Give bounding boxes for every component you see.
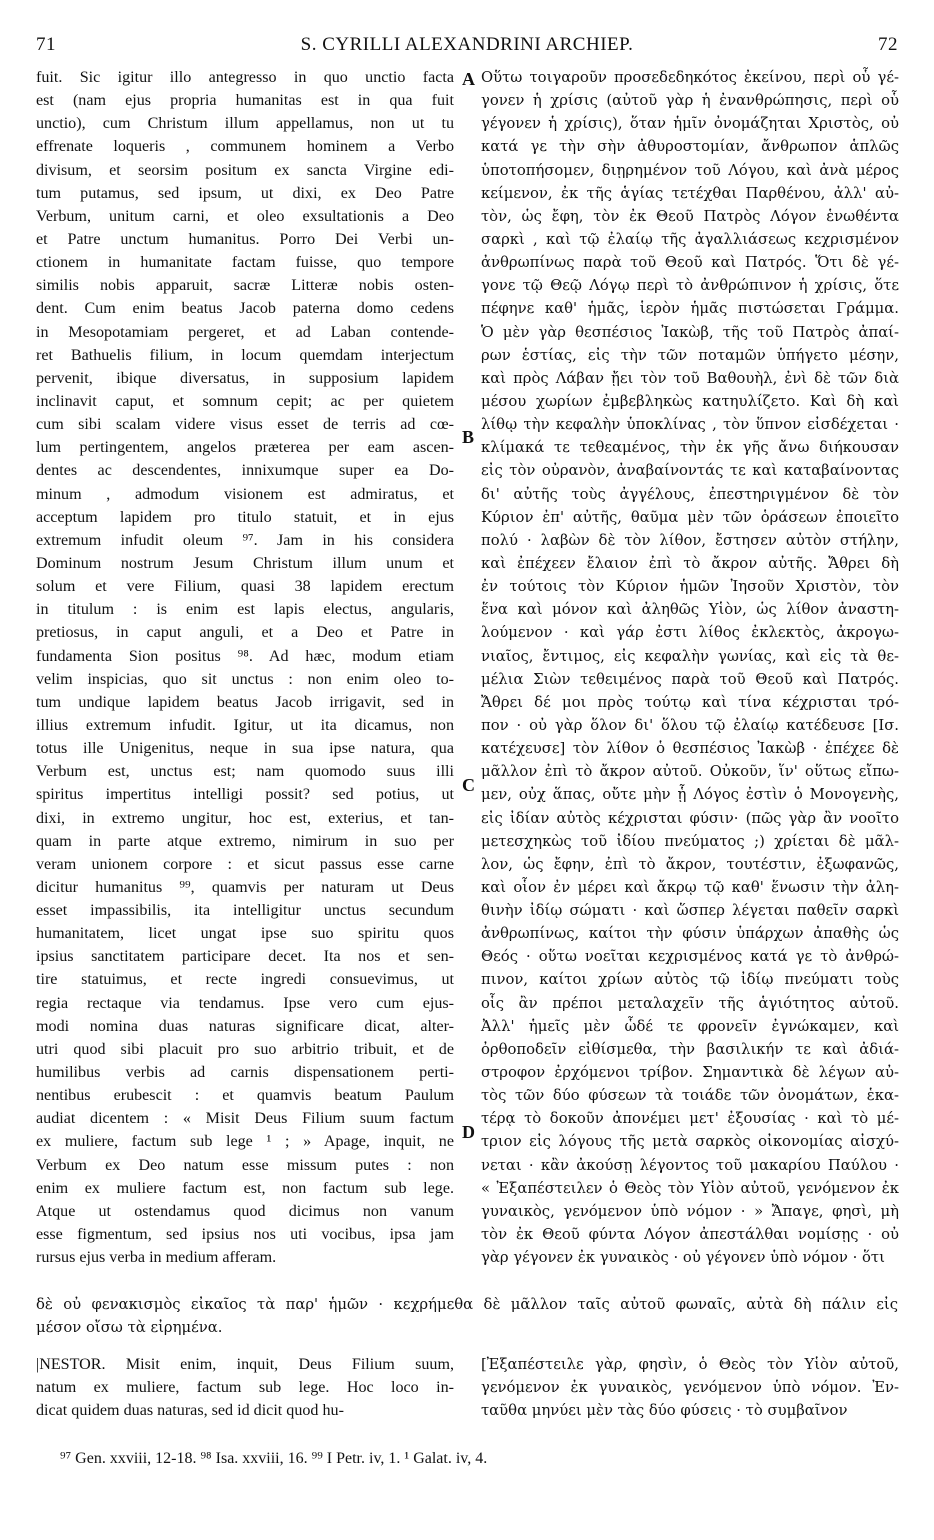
text-line: tire statuimus, et recte ingredi consuevimus, ut — [36, 971, 454, 989]
text-line: illius extremum infudit. Igitur, ut ita dicamus, non — [36, 716, 454, 734]
text-line: σαρκὶ , καὶ τῷ ἐλαίῳ τῆς ἀγαλλιάσεως κεχρισμένον — [481, 230, 899, 248]
margin-marker-c: C — [462, 775, 475, 795]
text-line: μέσου χωρίων ἐμβεβληκὼς κατηυλίζετο. Καὶ δὴ καὶ — [481, 392, 899, 410]
text-line: ὀρθοποδεῖν εἰθίσμεθα, τὴν βασιλικήν τε καὶ ἀδιά- — [481, 1040, 899, 1058]
page-number-right: 72 — [878, 34, 898, 55]
greek-tail-paragraph — [481, 1353, 899, 1422]
text-line: quam in parte atque extremo, nimirum in suo per — [36, 832, 454, 850]
page-number-left: 71 — [36, 34, 56, 55]
spanning-line: δὲ οὐ φενακισμὸς εἰκαῖος τὰ παρ' ἡμῶν · κεχρήμεθα δὲ μᾶλλον ταῖς αὐτοῦ φωναῖς, αὐτὰ δὴ πάλιν εἰς — [36, 1296, 898, 1313]
text-line: minum , admodum visionem est admiratus, et — [36, 485, 454, 503]
text-line: καὶ οἷον ἐν μέρει καὶ ἄκρῳ τῷ καθ' ἕνωσιν τὴν ἀλη- — [481, 878, 899, 896]
text-line: fundamenta Sion positus ⁹⁸. Ad hæc, modum etiam — [36, 647, 454, 665]
text-line: ret Bathuelis filium, in locum quemdam interjectum — [36, 346, 454, 364]
margin-marker-d: D — [462, 1122, 475, 1142]
text-line: γυναικὸς, γενόμενον ὑπὸ νόμον · » Ἄπαγε, φησὶ, μὴ — [481, 1202, 899, 1220]
text-line: modi nomina duas naturas significare dicat, alter- — [36, 1017, 454, 1035]
text-line: κατά γε τὴν σὴν ἀθυροστομίαν, ἄνθρωπον ἁπλῶς — [481, 138, 899, 156]
text-line: veram unionem corpore : et sicut passus esse carne — [36, 855, 454, 873]
text-line: πέφηνε καθ' ἡμᾶς, ἱερὸν ἡμᾶς πιστώσεται Γράμμα. — [481, 300, 899, 318]
text-line: audiat dicentem : « Misit Deus Filium suum factum — [36, 1110, 454, 1128]
text-line: γέγονεν ἡ χρίσις), ὅταν ἡμῖν ὀνομάζηται Χριστὸς, οὐ — [481, 115, 899, 133]
text-line: dixi, in extremo ungitur, hoc est, exterius, et tan- — [36, 809, 454, 827]
text-line: dent. Cum enim beatus Jacob paterna domo cedens — [36, 300, 454, 318]
text-line: pervenit, ibique diversatus, in supposium lapidem — [36, 369, 454, 387]
text-line: inclinavit caput, et somnum cepit; ac per quietem — [36, 392, 454, 410]
text-line: divisum, et seorsim positum ex sancta Virgine edi- — [36, 161, 454, 179]
text-line: Ὁ μὲν γὰρ θεσπέσιος Ἰακὼβ, τῆς τοῦ Πατρὸς ἀπαί- — [481, 323, 899, 341]
text-line: πον · οὐ γὰρ ὅλον δι' ὅλου τῷ ἐλαίῳ κατέδευσε [Ισ. — [481, 716, 899, 734]
text-line: νιαῖος, ἔντιμος, εἰς κεφαλὴν γωνίας, καὶ εἰς τὰ θε- — [481, 647, 899, 665]
text-line: ὑποτοπήσομεν, διῃρημένον τοῦ Λόγου, καὶ ἀνὰ μέρος — [481, 161, 899, 179]
running-title: S. CYRILLI ALEXANDRINI ARCHIEP. — [300, 34, 634, 55]
text-line: enim ex muliere factum est, non factum sub lege. — [36, 1179, 454, 1197]
text-line: γονεν ἡ χρίσις (αὐτοῦ γὰρ ἡ ἐνανθρώπησις, περὶ οὗ — [481, 92, 899, 110]
text-line: ipsius sanctitatem participare decet. Ita nos et sen- — [36, 948, 454, 966]
text-line: Οὕτω τοιγαροῦν προσεδεδηκότος ἐκείνου, περὶ οὗ γέ- — [481, 69, 899, 86]
text-line: πολύ · λαβὼν δὲ τὸν λίθον, ἔστησεν αὐτὸν στήλην, — [481, 531, 899, 549]
text-line: humilibus verbis ad carnis dispensationem perti- — [36, 1064, 454, 1082]
text-line: « Ἐξαπέστειλεν ὁ Θεὸς τὸν Υἱὸν αὐτοῦ, γενόμενον ἐκ — [481, 1179, 899, 1197]
text-line: κλίμακά τε τεθεαμένος, τὴν ἐκ γῆς ἄνω διήκουσαν — [481, 439, 899, 457]
text-line: τέρᾳ τὸ δοκοῦν ἀπονέμει μετ' ἐξουσίας · καὶ τὸ μέ- — [481, 1110, 899, 1128]
text-line: in titulum : is enim est lapis electus, angularis, — [36, 601, 454, 619]
text-line: μέλια Σιὼν τεθειμένος παρὰ τοῦ Θεοῦ καὶ Πατρός. — [481, 670, 899, 688]
text-line: |NESTOR. Misit enim, inquit, Deus Filium suum, — [36, 1356, 454, 1373]
text-line: totus ille Unigenitus, neque in sua ipse natura, qua — [36, 740, 454, 758]
text-line: ἕνα καὶ μόνον καὶ ἀληθῶς Υἱὸν, ὡς λίθον ἀναστη- — [481, 601, 899, 619]
text-line: tum undique lapidem beatus Jacob irrigavit, sed in — [36, 693, 454, 711]
text-line: utri quod sibi placuit pro suo arbitrio tribuit, et de — [36, 1040, 454, 1058]
text-line: rursus ejus verba in medium afferam. — [36, 1249, 277, 1267]
text-line: dicat quidem duas naturas, sed id dicit quod hu- — [36, 1402, 344, 1420]
nestor-paragraph — [36, 1353, 454, 1422]
text-line: esset impassibilis, ita intelligitur unctus secundum — [36, 902, 454, 920]
text-line: τριον εἰς λόγους τῆς μετὰ σαρκὸς οἰκονομίας αἰσχύ- — [481, 1133, 899, 1151]
text-line: similis nobis apparuit, sacræ Litteræ nobis osten- — [36, 277, 454, 295]
latin-column — [36, 66, 454, 1269]
text-line: lum pertingentem, angelos præterea per eam ascen- — [36, 439, 454, 457]
spanning-line-end: μέσον οἴσω τὰ εἰρημένα. — [36, 1319, 223, 1336]
text-line: effrenate loqueris , communem hominem a Verbo — [36, 138, 454, 156]
text-line: et Patre unctum humanitus. Porro Dei Verbi un- — [36, 230, 454, 248]
text-line: dicitur humanitus ⁹⁹, quamvis per naturam ut Deus — [36, 878, 454, 896]
text-line: καὶ ἐπέχεεν ἔλαιον ἐπὶ τὸ ἄκρον αὐτῆς. Ἄθρει δὴ — [481, 554, 899, 572]
text-line: ἐν τούτοις τὸν Κύριον ἡμῶν Ἰησοῦν Χριστὸν, τὸν — [481, 578, 899, 596]
text-line: ex muliere, factum sub lege ¹ ; » Apage, inquit, ne — [36, 1133, 454, 1151]
text-line: νεται · κἂν ἀκούσῃ λέγοντος τοῦ μακαρίου Παύλου · — [481, 1156, 899, 1174]
text-line: κείμενον, ἐκ τῆς ἁγίας τετέχθαι Παρθένου, ἀλλ' αὐ- — [481, 184, 899, 202]
text-line: natum ex muliere, factum sub lege. Hoc loco in- — [36, 1379, 454, 1397]
text-line: μετεσχηκὼς τοῦ ἰδίου πνεύματος ;) χρίεται δὲ μᾶλ- — [481, 832, 899, 850]
text-line: regia rectaque via tendamus. Ipse vero cum ejus- — [36, 994, 454, 1012]
text-line: ρων ἑστίας, εἰς τὴν τῶν ποταμῶν ὑπήγετο μέσην, — [481, 346, 899, 364]
text-line: tum putamus, sed ipsum, ut dixi, ex Deo Patre — [36, 184, 454, 202]
text-line: solum et vere Filium, quasi 38 lapidem erectum — [36, 578, 454, 596]
text-line: Verbum, unitum carni, et oleo exsultationis a Deo — [36, 207, 454, 225]
text-line: cum sibi scalam videre visus esset de terris ad cœ- — [36, 416, 454, 434]
margin-marker-a: A — [462, 69, 475, 89]
text-line: εἰς ἰδίαν αὐτὸς κέχρισται φύσιν· (πῶς γὰρ ἂν νοοῖτο — [481, 809, 899, 827]
text-line: Κύριον ἐπ' αὐτῆς, θαῦμα μὲν τῶν ὁράσεων ἐποιεῖτο — [481, 508, 899, 526]
text-line: πινον, καίτοι χρίων αὐτὸς τῷ ἰδίῳ πνεύματι τοὺς — [481, 971, 899, 989]
text-line: Atque ut ostendamus quod dicimus non vanum — [36, 1202, 454, 1220]
margin-marker-b: B — [462, 427, 475, 447]
text-line: γὰρ γέγονεν ἐκ γυναικὸς · οὐ γέγονεν ὑπὸ νόμον · ὅτι — [481, 1249, 885, 1267]
text-line: Dominum nostrum Jesum Christum illum unum et — [36, 554, 454, 572]
text-line: γενόμενον ἐκ γυναικὸς, γενόμενον ὑπὸ νόμον. Ἐν- — [481, 1379, 899, 1397]
page-header — [36, 34, 898, 60]
text-line: fuit. Sic igitur illo antegresso in quo unctio facta — [36, 69, 454, 86]
text-line: λον, ὡς ἔφην, ἐπὶ τὸ ἄκρον, τουτέστιν, ἐξωφανῶς, — [481, 855, 899, 873]
text-line: κατέχευσε] τὸν λίθον ὁ θεσπέσιος Ἰακὼβ · ἐπέχεε δὲ — [481, 740, 899, 758]
text-line: ctionem in humanitate factam fuisse, quo tempore — [36, 254, 454, 272]
text-line: λίθῳ τὴν κεφαλὴν ὑποκλίνας , τὸν ὕπνον εἰσδέχεται · — [481, 416, 899, 434]
text-line: τὸς τῶν δύο φύσεων τὰ τοιάδε τῶν ὀνομάτων, ἑκα- — [481, 1087, 899, 1105]
text-line: τὸν ἐκ Θεοῦ φύντα Λόγον ἀπεστάλθαι νομίσῃς · οὐ — [481, 1226, 899, 1244]
text-line: unctio), cum Christum illum appellamus, non ut tu — [36, 115, 454, 133]
greek-column — [481, 66, 899, 1269]
text-line: εἰς τὸν οὐρανὸν, ἀναβαίνοντάς τε καὶ καταβαίνοντας — [481, 462, 899, 480]
text-line: spiritus impertitus intelligi possit? sed potius, ut — [36, 786, 454, 804]
text-line: Ἄθρει δέ μοι πρὸς τούτῳ καὶ τίνα κέχρισται τρό- — [481, 693, 899, 711]
footnotes: ⁹⁷ Gen. xxviii, 12-18. ⁹⁸ Isa. xxviii, 16. ⁹⁹ I Petr. iv, 1. ¹ Galat. iv, 4. — [60, 1450, 488, 1467]
text-line: dentes ac descendentes, innixumque super ea Do- — [36, 462, 454, 480]
text-line: esse figmentum, sed ipsius nos uti vocibus, ipsa jam — [36, 1226, 454, 1244]
text-line: γονε τῷ Θεῷ Λόγῳ περὶ τὸ ἀνθρώπινον ἡ χρίσις, ὅτε — [481, 277, 899, 295]
text-line: [Ἐξαπέστειλε γὰρ, φησὶν, ὁ Θεὸς τὸν Υἱὸν αὐτοῦ, — [481, 1356, 899, 1373]
text-line: θινὴν ἰδίῳ σώματι · καὶ ὥσπερ λέγεται παθεῖν σαρκὶ — [481, 902, 899, 920]
text-line: ταῦθα μηνύει μὲν τὰς δύο φύσεις · τὸ συμβαῖνον — [481, 1402, 848, 1420]
text-line: extremum infudit oleum ⁹⁷. Jam in his considera — [36, 531, 454, 549]
text-line: δι' αὐτῆς τοὺς ἀγγέλους, ἐπεστηριγμένον δὲ τὸν — [481, 485, 899, 503]
text-line: Verbum ex Deo natum esse missum putes : non — [36, 1156, 454, 1174]
text-line: καὶ πρὸς Λάβαν ᾔει τὸν τοῦ Βαθουὴλ, ἐνὶ δὲ τῶν διὰ — [481, 369, 899, 387]
text-line: pretiosus, in caput anguli, et a Deo et Patre in — [36, 624, 454, 642]
text-line: στροφον ἐρχόμενοι τρίβον. Σημαντικὰ δὲ λέγων αὐ- — [481, 1064, 899, 1082]
text-line: τὸν, ὡς ἔφη, τὸν ἐκ Θεοῦ Πατρὸς Λόγον ἑνωθέντα — [481, 207, 899, 225]
text-line: velim inspicias, quo sit unctus : non enim oleo to- — [36, 670, 454, 688]
text-line: Θεός · οὕτω νοεῖται κεχρισμένος κατά γε τὸ ἀνθρώ- — [481, 948, 899, 966]
text-line: μεν, οὐχ ἅπας, οὔτε μὴν ᾗ Λόγος ἐστὶν ὁ Μονογενὴς, — [481, 786, 899, 804]
text-line: λούμενον · καὶ γάρ ἐστι λίθος ἐκλεκτὸς, ἀκρογω- — [481, 624, 899, 642]
text-line: nentibus erubescit : et quamvis beatum Paulum — [36, 1087, 454, 1105]
text-line: acceptum lapidem pro titulo statuit, et in ejus — [36, 508, 454, 526]
text-line: in Mesopotamiam pergeret, et ad Laban contende- — [36, 323, 454, 341]
text-line: est (nam ejus propria humanitas est in qua fuit — [36, 92, 454, 110]
text-line: Ἀλλ' ἡμεῖς μὲν ὧδέ τε φρονεῖν ἐγνώκαμεν, καὶ — [481, 1017, 899, 1035]
text-line: ἀνθρωπίνως παρὰ τοῦ Θεοῦ καὶ Πατρός. Ὅτι δὲ γέ- — [481, 254, 899, 272]
text-line: humanitatem, licet ungat ipse suo spiritu quos — [36, 925, 454, 943]
text-line: μᾶλλον ἐπὶ τὸ ἄκρον αὐτοῦ. Οὐκοῦν, ἵν' οὕτως εἴπω- — [481, 763, 899, 781]
text-line: ἀνθρωπίνως, καίτοι τὴν φύσιν ὑπάρχων ἀπαθὴς ὡς — [481, 925, 899, 943]
text-line: Verbum est, unctus est; nam quomodo suus illi — [36, 763, 454, 781]
text-line: οἷς ἂν πρέποι μεταλαχεῖν τῆς ἁγιότητος αὐτοῦ. — [481, 994, 899, 1012]
